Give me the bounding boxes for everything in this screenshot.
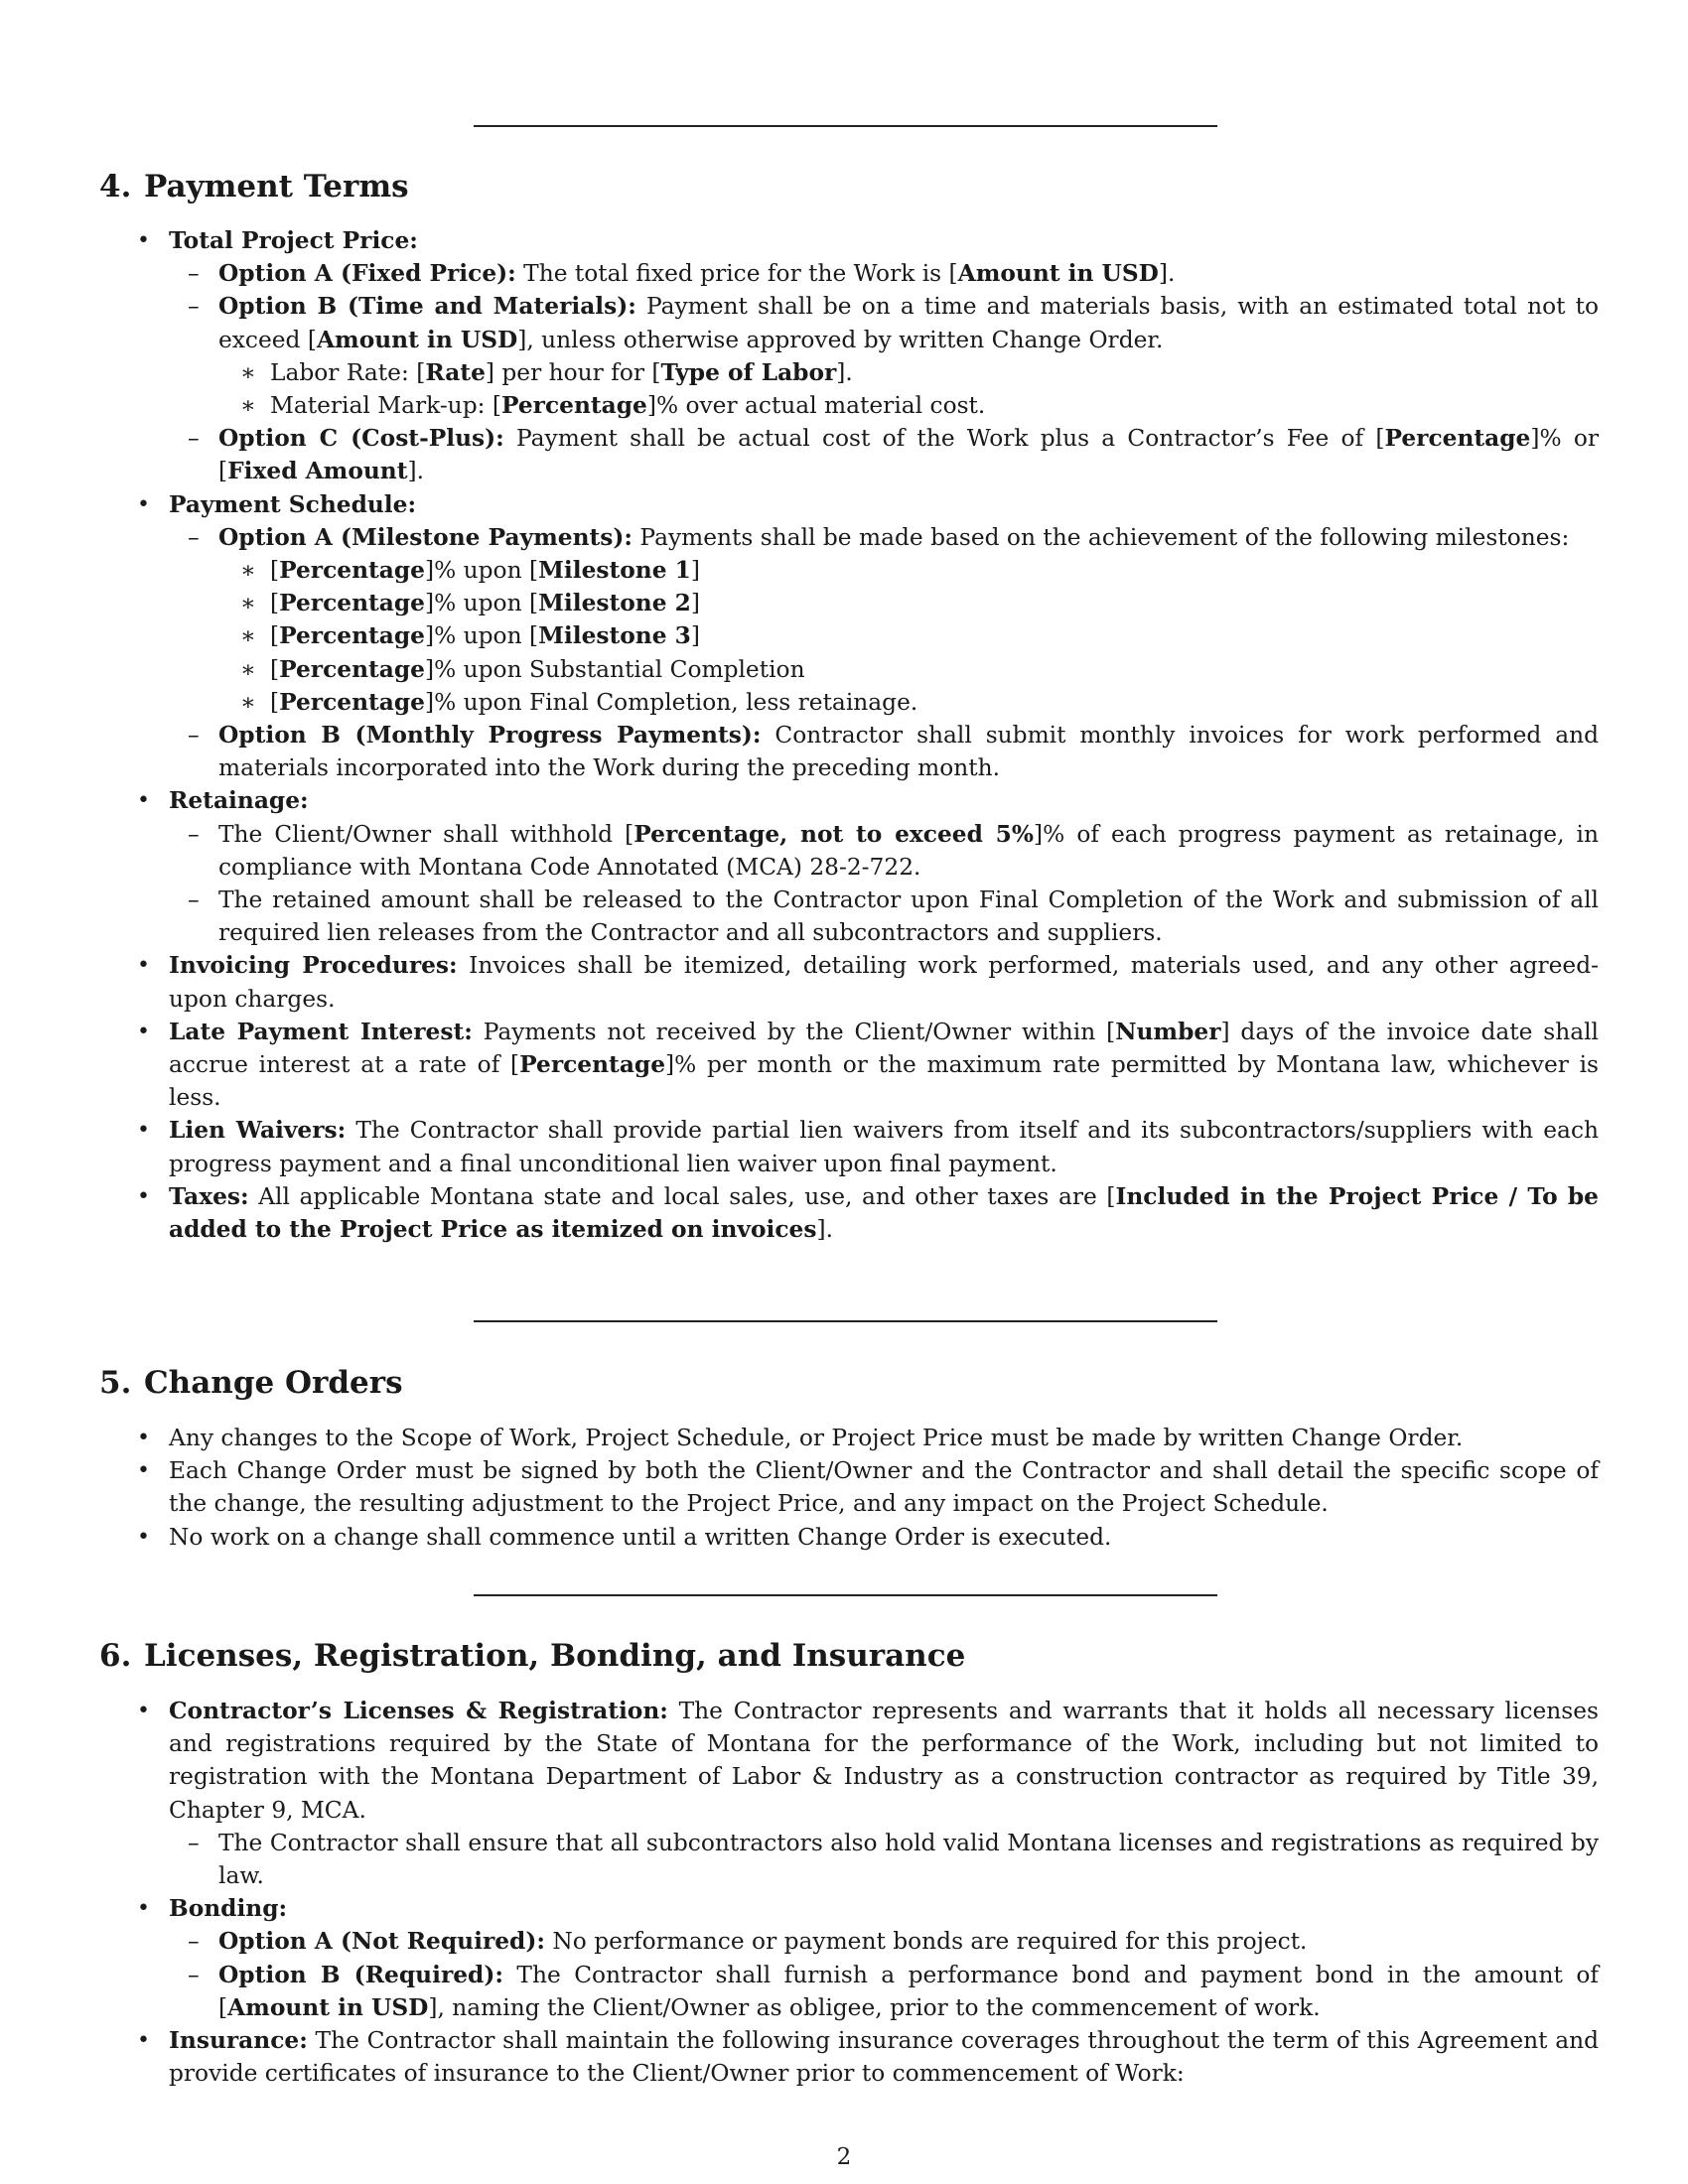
section-heading-change-orders: 5. Change Orders [99, 1365, 403, 1401]
list-item-milestone: ∗ [Percentage]% upon [Milestone 2] [218, 587, 1599, 619]
list-item: • Any changes to the Scope of Work, Project Schedule, or Project Price must be made by written Change Order. [99, 1422, 1599, 1454]
list-item-bonding-option-b: – Option B (Required): The Contractor shall furnish a performance bond and payment bond in the amount of [Amount in USD], naming the Client/Owner as obligee, prior to the commencement of work. [159, 1959, 1599, 2024]
list-item: • Each Change Order must be signed by both the Client/Owner and the Contractor and shall detail the specific scope of the change, the resulting adjustment to the Project Price, and any impact on the Project Schedule. [99, 1454, 1599, 1520]
list-item-bonding-option-a: – Option A (Not Required): No performance or payment bonds are required for this project. [159, 1925, 1599, 1958]
list-item-bonding: • Bonding: – Option A (Not Required): No performance or payment bonds are required for this project. – Option B (Required): The Contractor shall furnish a performance bond and payment bond in the amount of [Amount in USD], naming the Client/Owner as obligee, prior to the commencement of work. [99, 1892, 1599, 2024]
list-item-late-payment: • Late Payment Interest: Payments not received by the Client/Owner within [Number] days of the invoice date shall accrue interest at a rate of [Percentage]% per month or the maximum rate permitted by Montana law, whichever is less. [99, 1016, 1599, 1115]
section-heading-licenses: 6. Licenses, Registration, Bonding, and Insurance [99, 1638, 966, 1674]
horizontal-rule [474, 125, 1217, 127]
list-item-option-b-monthly: – Option B (Monthly Progress Payments): Contractor shall submit monthly invoices for work performed and materials incorporated into the Work during the preceding month. [159, 719, 1599, 784]
list-item-taxes: • Taxes: All applicable Montana state and local sales, use, and other taxes are [Included in the Project Price / To be added to the Project Price as itemized on invoices]. [99, 1180, 1599, 1246]
section-licenses-body [99, 1695, 1599, 2090]
list-item-option-c-cost-plus: – Option C (Cost-Plus): Payment shall be actual cost of the Work plus a Contractor’s Fee of [Percentage]% or [Fixed Amount]. [159, 422, 1599, 487]
list-item-milestone: ∗ [Percentage]% upon [Milestone 1] [218, 554, 1599, 587]
list-item-lien-waivers: • Lien Waivers: The Contractor shall provide partial lien waivers from itself and its subcontractors/suppliers with each progress payment and a final unconditional lien waiver upon final payment. [99, 1114, 1599, 1179]
section-payment-terms-body [99, 224, 1599, 1246]
list-item-retainage: • Retainage: – The Client/Owner shall withhold [Percentage, not to exceed 5%]% of each progress payment as retainage, in compliance with Montana Code Annotated (MCA) 28-2-722. – The retained amount shall be released to the Contractor upon Final Completion of the Work and submission of all required lien releases from the Contractor and all subcontractors and suppliers. [99, 784, 1599, 949]
list-item-payment-schedule: • Payment Schedule: – Option A (Milestone Payments): Payments shall be made based on the achievement of the following milestones: ∗ [Percentage]% upon [Milestone 1] ∗ [Percentage]% upon [Milestone 2] ∗ [Percentage]% upon [Milestone 3] ∗ [Percentage]% upon Substantial Completion ∗ [Percentage]% upon Final Completion, less retainage. – Option B (Monthly Progress Payments): Contractor shall submit monthly invoices for work performed and materials incorporated into the Work during the preceding month. [99, 488, 1599, 785]
list-item-material-markup: ∗ Material Mark-up: [Percentage]% over actual material cost. [218, 389, 1599, 422]
list-item-option-a-milestones: – Option A (Milestone Payments): Payments shall be made based on the achievement of the following milestones: ∗ [Percentage]% upon [Milestone 1] ∗ [Percentage]% upon [Milestone 2] ∗ [Percentage]% upon [Milestone 3] ∗ [Percentage]% upon Substantial Completion ∗ [Percentage]% upon Final Completion, less retainage. [159, 521, 1599, 719]
list-item-milestone: ∗ [Percentage]% upon Substantial Completion [218, 653, 1599, 686]
page-number: 2 [836, 2144, 852, 2170]
list-item-milestone: ∗ [Percentage]% upon Final Completion, less retainage. [218, 686, 1599, 719]
list-item-invoicing: • Invoicing Procedures: Invoices shall be itemized, detailing work performed, materials used, and any other agreed-upon charges. [99, 949, 1599, 1015]
list-item-milestone: ∗ [Percentage]% upon [Milestone 3] [218, 619, 1599, 652]
list-item: • No work on a change shall commence until a written Change Order is executed. [99, 1521, 1599, 1554]
list-item-option-b-tm: – Option B (Time and Materials): Payment shall be on a time and materials basis, with an estimated total not to exceed [Amount in USD], unless otherwise approved by written Change Order. ∗ Labor Rate: [Rate] per hour for [Type of Labor]. ∗ Material Mark-up: [Percentage]% over actual material cost. [159, 290, 1599, 422]
list-item-retainage-release: – The retained amount shall be released to the Contractor upon Final Completion of the Work and submission of all required lien releases from the Contractor and all subcontractors and suppliers. [159, 884, 1599, 949]
list-item-insurance: • Insurance: The Contractor shall maintain the following insurance coverages throughout the term of this Agreement and provide certificates of insurance to the Client/Owner prior to commencement of Work: [99, 2024, 1599, 2090]
list-item-retainage-withhold: – The Client/Owner shall withhold [Percentage, not to exceed 5%]% of each progress payment as retainage, in compliance with Montana Code Annotated (MCA) 28-2-722. [159, 818, 1599, 884]
list-item-total-project-price: • Total Project Price: – Option A (Fixed Price): The total fixed price for the Work is [Amount in USD]. – Option B (Time and Materials): Payment shall be on a time and materials basis, with an estimated total not to exceed [Amount in USD], unless otherwise approved by written Change Order. ∗ Labor Rate: [Rate] per hour for [Type of Labor]. ∗ Material Mark-up: [Percentage]% over actual material cost. – Option C (Cost-Plus): Payment shall be actual cost of the Work plus a Contractor’s Fee of [Percentage]% or [Fixed Amount]. [99, 224, 1599, 488]
list-item-option-a-fixed: – Option A (Fixed Price): The total fixed price for the Work is [Amount in USD]. [159, 257, 1599, 290]
list-item-labor-rate: ∗ Labor Rate: [Rate] per hour for [Type of Labor]. [218, 356, 1599, 389]
list-item-subcontractor-licenses: – The Contractor shall ensure that all subcontractors also hold valid Montana licenses and registrations as required by law. [159, 1827, 1599, 1892]
section-heading-payment-terms: 4. Payment Terms [99, 169, 409, 205]
horizontal-rule [474, 1320, 1217, 1322]
horizontal-rule [474, 1594, 1217, 1596]
section-change-orders-body [99, 1422, 1599, 1554]
list-item-licenses-registration: • Contractor’s Licenses & Registration: The Contractor represents and warrants that it holds all necessary licenses and registrations required by the State of Montana for the performance of the Work, including but not limited to registration with the Montana Department of Labor & Industry as a construction contractor as required by Title 39, Chapter 9, MCA. – The Contractor shall ensure that all subcontractors also hold valid Montana licenses and registrations as required by law. [99, 1695, 1599, 1892]
